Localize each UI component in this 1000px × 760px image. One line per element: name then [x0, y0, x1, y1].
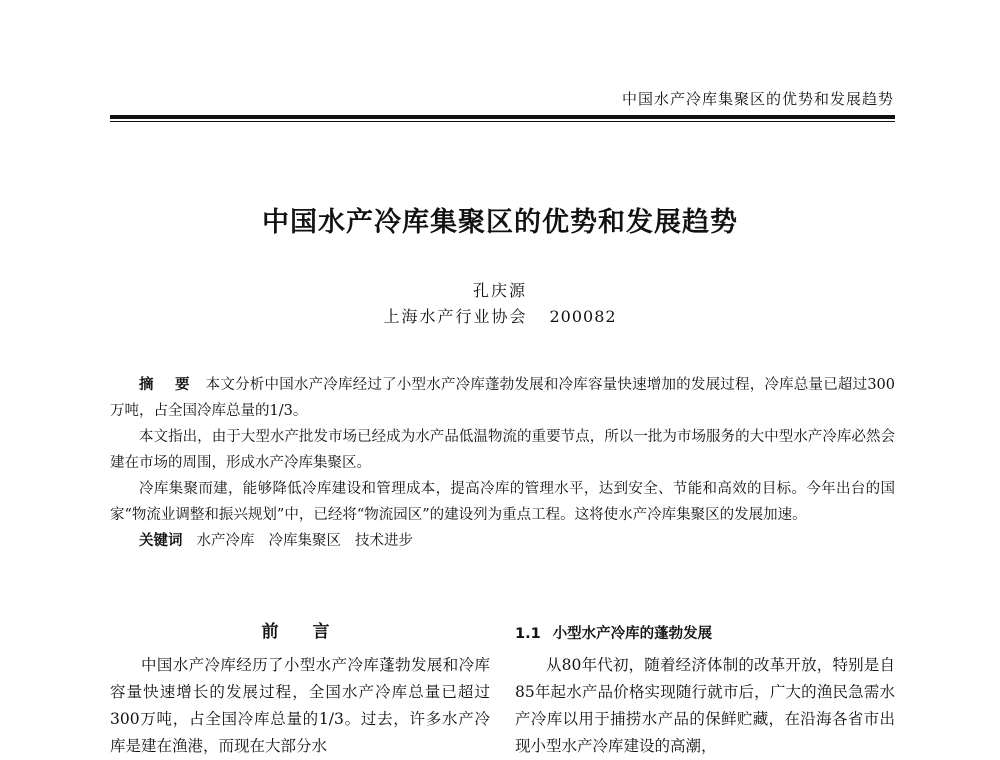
section-heading-preface: 前 言: [261, 622, 344, 642]
header-rule-thick: [110, 115, 895, 119]
abstract-label: 摘 要: [139, 377, 198, 393]
section-1-1-column: [515, 652, 895, 760]
running-head: 中国水产冷库集聚区的优势和发展趋势: [621, 90, 894, 108]
keywords-label: 关键词: [139, 533, 183, 549]
header-rule-thin: [110, 121, 895, 122]
section-title: 小型水产冷库的蓬勃发展: [552, 626, 713, 642]
abstract-text: 本文分析中国水产冷库经过了小型水产冷库蓬勃发展和冷库容量快速增加的发展过程，冷库总量已超过300万吨，占全国冷库总量的1/3。: [110, 377, 895, 419]
keyword: 水产冷库: [196, 533, 255, 549]
keyword: 技术进步: [355, 533, 413, 549]
abstract-paragraph: 本文指出，由于大型水产批发市场已经成为水产品低温物流的重要节点，所以一批为市场服务的大中型水产冷库必然会建在市场的周围，形成水产冷库集聚区。: [110, 429, 895, 471]
abstract-paragraph: [110, 372, 895, 424]
section-number: 1.1: [515, 626, 541, 642]
preface-column: [110, 652, 490, 760]
abstract: [110, 372, 895, 554]
section-1-1-paragraph: 从80年代初，随着经济体制的改革开放，特别是自85年起水产品价格实现随行就市后，广大的渔民急需水产冷库以用于捕捞水产品的保鲜贮藏，在沿海各省市出现小型水产冷库建设的高潮，: [515, 656, 895, 755]
keywords: [110, 528, 895, 554]
affiliation-postcode: 200082: [549, 307, 617, 326]
affiliation-organization: 上海水产行业协会: [383, 307, 528, 326]
author-name: 孔庆源: [472, 281, 527, 300]
affiliation: [0, 304, 1000, 327]
preface-paragraph: 中国水产冷库经历了小型水产冷库蓬勃发展和冷库容量快速增长的发展过程，全国水产冷库总量已超过300万吨，占全国冷库总量的1/3。过去，许多水产冷库是建在渔港，而现在大部分水: [110, 656, 490, 755]
paper-title: 中国水产冷库集聚区的优势和发展趋势: [262, 207, 738, 238]
abstract-paragraph: 冷库集聚而建，能够降低冷库建设和管理成本，提高冷库的管理水平，达到安全、节能和高效的目标。今年出台的国家“物流业调整和振兴规划”中，已经将“物流园区”的建设列为重点工程。这将使水产冷库集聚区的发展加速。: [110, 481, 895, 523]
keyword: 冷库集聚区: [268, 533, 341, 549]
section-heading-1-1: [515, 622, 895, 643]
